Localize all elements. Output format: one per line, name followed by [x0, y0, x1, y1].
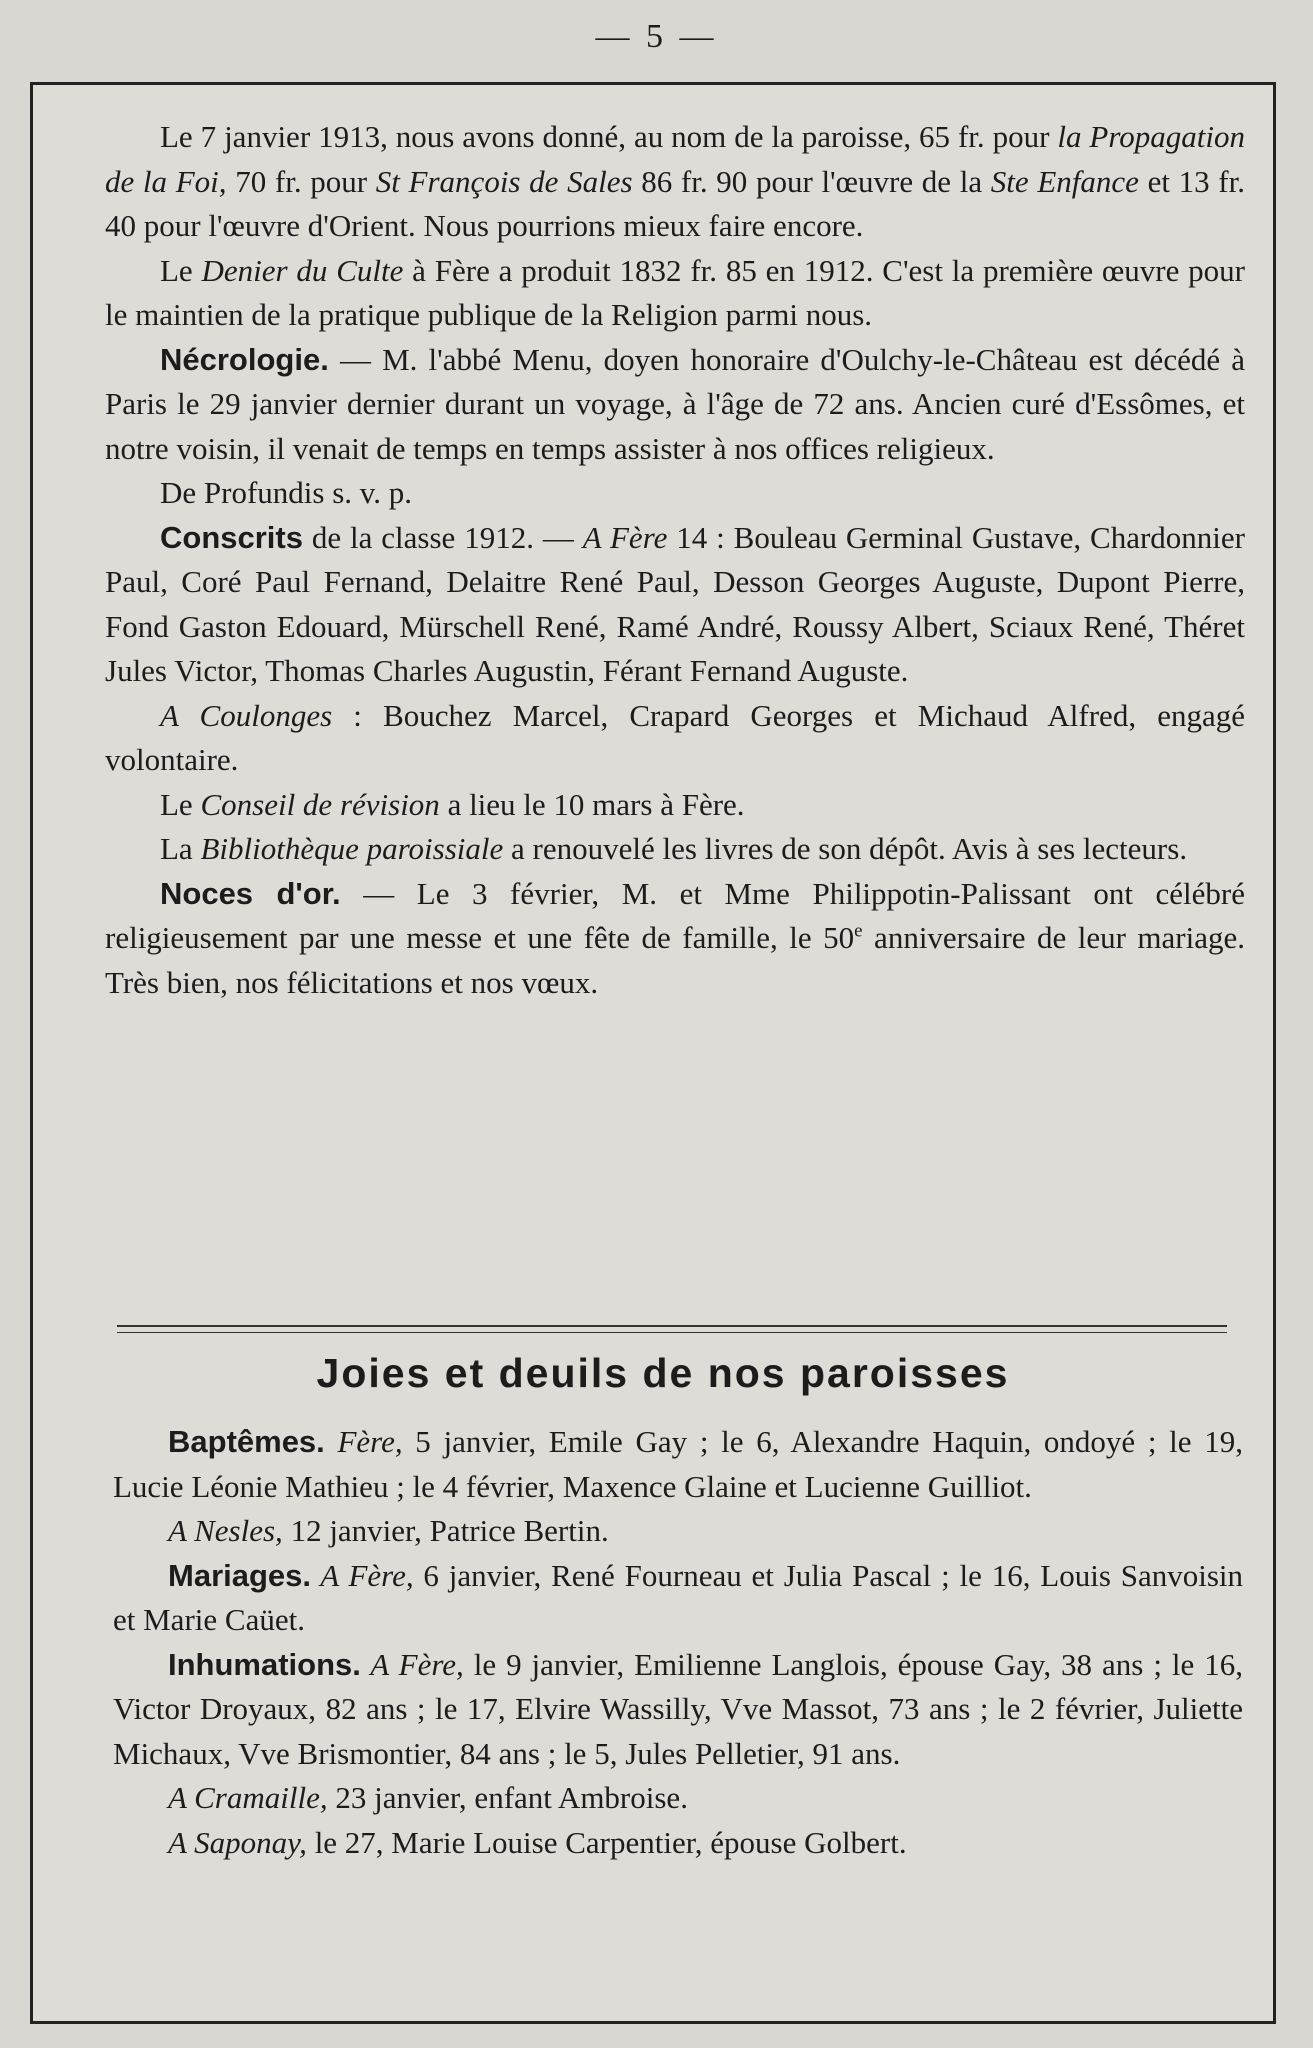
denier-paragraph: Le Denier du Culte à Fère a produit 1832 fr. 85 en 1912. C'est la première œuvre pour le maintien de la pratique publique de la Religion parmi nous.	[105, 252, 1246, 332]
bibliotheque-paragraph: La Bibliothèque paroissiale a renouvelé les livres de son dépôt. Avis à ses lecteurs.	[160, 831, 1188, 866]
conscrits-heading: Conscrits	[160, 519, 303, 555]
news-section	[105, 115, 1245, 1005]
saponay-paragraph: A Saponay, le 27, Marie Louise Carpentier, épouse Golbert.	[168, 1824, 907, 1860]
donation-paragraph: Le 7 janvier 1913, nous avons donné, au nom de la paroisse, 65 fr. pour la Propagation de la Foi, 70 fr. pour St François de Sales 86 fr. 90 pour l'œuvre de la Ste Enfance et 13 fr. 40 pour l'œuvre d'Orient. Nous pourrions mieux faire encore.	[105, 119, 1245, 243]
section-divider	[117, 1325, 1227, 1333]
necrologie-paragraph: Nécrologie. — M. l'abbé Menu, doyen honoraire d'Oulchy-le-Château est décédé à Paris le 29 janvier dernier durant un voyage, à l'âge de 72 ans. Ancien curé d'Essômes, et notre voisin, il venait de temps en temps assister à nos offices religieux.	[105, 341, 1245, 466]
mariages-paragraph: Mariages. A Fère, 6 janvier, René Fourneau et Julia Pascal ; le 16, Louis Sanvoisin et Marie Caüet.	[113, 1557, 1244, 1637]
noces-paragraph: Noces d'or. — Le 3 février, M. et Mme Philippotin-Palissant ont célébré religieusement par une messe et une fête de famille, le 50e anniversaire de leur mariage. Très bien, nos félicitations et nos vœux.	[105, 875, 1245, 1000]
nesles-paragraph: A Nesles, 12 janvier, Patrice Bertin.	[168, 1513, 609, 1548]
noces-heading: Noces d'or.	[160, 875, 341, 911]
bulletin-frame	[30, 82, 1276, 2024]
section-title: Joies et deuils de nos paroisses	[316, 1350, 1010, 1396]
inhumations-heading: Inhumations.	[168, 1646, 361, 1682]
inhumations-paragraph: Inhumations. A Fère, le 9 janvier, Emilienne Langlois, épouse Gay, 38 ans ; le 16, Victor Droyaux, 82 ans ; le 17, Elvire Wassilly, Vve Massot, 73 ans ; le 2 février, Juliette Michaux, Vve Brismontier, 84 ans ; le 5, Jules Pelletier, 91 ans.	[113, 1646, 1243, 1771]
conscrits-paragraph: Conscrits de la classe 1912. — A Fère 14 : Bouleau Germinal Gustave, Chardonnier Paul, Coré Paul Fernand, Delaitre René Paul, Desson Georges Auguste, Dupont Pierre, Fond Gaston Edouard, Mürschell René, Ramé André, Roussy Albert, Sciaux René, Théret Jules Victor, Thomas Charles Augustin, Férant Fernand Auguste.	[105, 519, 1245, 688]
necrologie-heading: Nécrologie.	[160, 341, 329, 377]
conseil-paragraph: Le Conseil de révision a lieu le 10 mars à Fère.	[160, 786, 745, 822]
cramaille-paragraph: A Cramaille, 23 janvier, enfant Ambroise.	[168, 1780, 688, 1815]
baptemes-heading: Baptêmes.	[168, 1424, 325, 1459]
baptemes-paragraph: Baptêmes. Fère, 5 janvier, Emile Gay ; le 6, Alexandre Haquin, ondoyé ; le 19, Lucie Léonie Mathieu ; le 4 février, Maxence Glaine et Lucienne Guilliot.	[113, 1424, 1243, 1504]
page-number: — 5 —	[595, 18, 718, 55]
de-profundis-line: De Profundis s. v. p.	[160, 475, 413, 510]
mariages-heading: Mariages.	[168, 1557, 312, 1593]
registry-section	[113, 1420, 1243, 1865]
coulonges-paragraph: A Coulonges : Bouchez Marcel, Crapard Georges et Michaud Alfred, engagé volontaire.	[105, 697, 1245, 777]
